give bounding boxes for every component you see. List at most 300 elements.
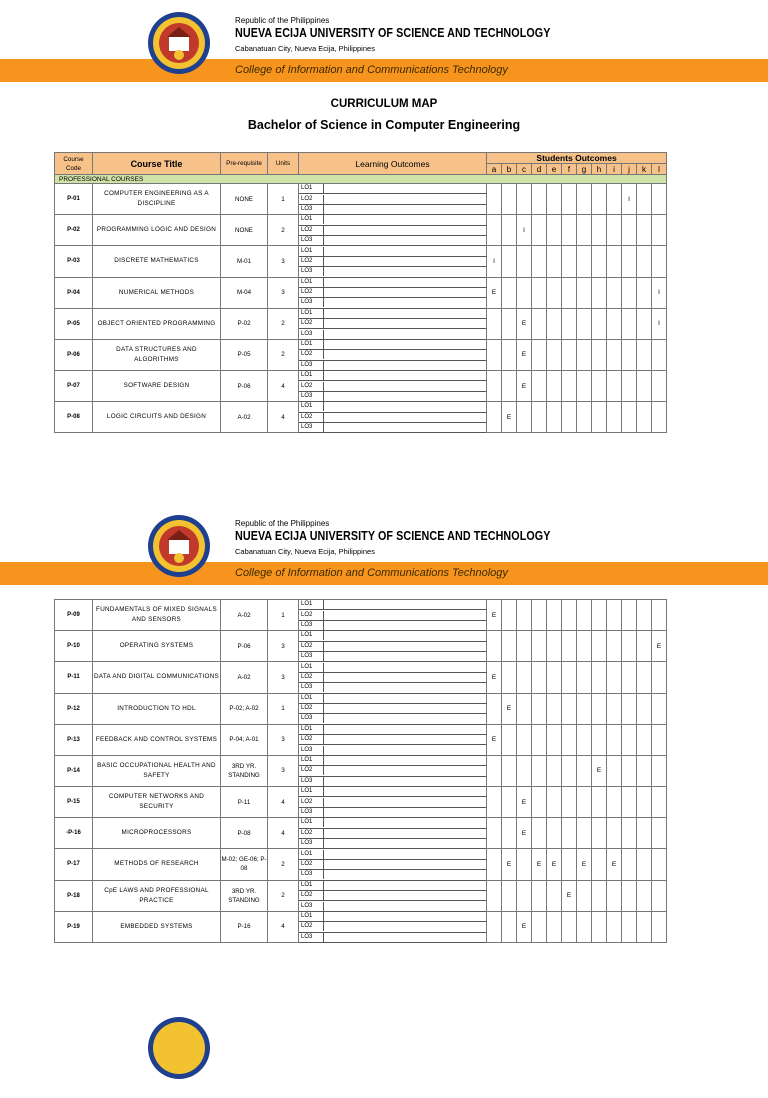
learning-outcome-cell <box>299 339 487 349</box>
so-cell-g <box>577 184 592 215</box>
course-prerequisite: A-02 <box>221 600 268 631</box>
learning-outcome-cell <box>299 672 487 682</box>
learning-outcome-cell <box>299 360 487 370</box>
university-seal-icon <box>147 11 211 75</box>
so-cell-k <box>637 402 652 433</box>
so-cell-l <box>652 662 667 693</box>
learning-outcome-label: LO1 <box>299 663 324 672</box>
learning-outcome-cell <box>299 683 487 693</box>
learning-outcome-entry <box>324 621 486 630</box>
so-cell-l <box>652 693 667 724</box>
so-cell-e <box>547 600 562 631</box>
course-title: BASIC OCCUPATIONAL HEALTH AND SAFETY <box>93 755 221 786</box>
learning-outcome-entry <box>324 850 486 859</box>
learning-outcome-label: LO3 <box>299 746 324 755</box>
learning-outcome-entry <box>324 756 486 765</box>
learning-outcome-label: LO2 <box>299 735 324 744</box>
course-prerequisite: 3RD YR. STANDING <box>221 880 268 911</box>
so-cell-i <box>607 787 622 818</box>
learning-outcome-entry <box>324 891 486 900</box>
so-cell-k <box>637 308 652 339</box>
learning-outcome-entry <box>324 371 486 380</box>
so-cell-l: I <box>652 277 667 308</box>
document-subtitle: Bachelor of Science in Computer Engineering <box>247 118 521 132</box>
learning-outcome-label: LO1 <box>299 215 324 224</box>
so-cell-l: E <box>652 631 667 662</box>
course-title: FEEDBACK AND CONTROL SYSTEMS <box>93 724 221 755</box>
learning-outcome-entry <box>324 860 486 869</box>
table-row <box>55 308 667 318</box>
learning-outcome-label: LO1 <box>299 184 324 193</box>
learning-outcome-entry <box>324 766 486 775</box>
learning-outcome-label: LO1 <box>299 912 324 921</box>
so-cell-g <box>577 724 592 755</box>
learning-outcome-entry <box>324 423 486 432</box>
so-cell-d <box>532 880 547 911</box>
course-prerequisite: NONE <box>221 184 268 215</box>
learning-outcome-entry <box>324 933 486 942</box>
so-cell-b <box>502 787 517 818</box>
table-row <box>55 184 667 194</box>
learning-outcome-cell <box>299 287 487 297</box>
course-title: LOGIC CIRCUITS AND DESIGN <box>93 402 221 433</box>
course-title: DISCRETE MATHEMATICS <box>93 246 221 277</box>
so-cell-k <box>637 662 652 693</box>
learning-outcome-label: LO1 <box>299 402 324 411</box>
table-row <box>55 818 667 828</box>
table-row <box>55 631 667 641</box>
learning-outcome-label: LO3 <box>299 777 324 786</box>
learning-outcome-entry <box>324 870 486 879</box>
course-code: P-19 <box>55 911 93 942</box>
course-units: 1 <box>268 600 299 631</box>
so-cell-f <box>562 662 577 693</box>
learning-outcome-entry <box>324 330 486 339</box>
so-cell-j <box>622 662 637 693</box>
so-cell-h <box>592 849 607 880</box>
so-cell-k <box>637 880 652 911</box>
course-units: 2 <box>268 880 299 911</box>
learning-outcome-label: LO1 <box>299 371 324 380</box>
so-cell-l <box>652 339 667 370</box>
so-cell-a <box>487 849 502 880</box>
university-seal-icon <box>147 1016 211 1080</box>
so-cell-a <box>487 184 502 215</box>
so-cell-h <box>592 631 607 662</box>
course-code: P-11 <box>55 662 93 693</box>
course-code: -P-16 <box>55 818 93 849</box>
so-cell-f <box>562 787 577 818</box>
table-row <box>55 371 667 381</box>
learning-outcome-cell <box>299 298 487 308</box>
so-cell-c <box>517 755 532 786</box>
so-cell-k <box>637 371 652 402</box>
document-title: CURRICULUM MAP <box>330 98 438 110</box>
so-cell-c <box>517 662 532 693</box>
course-units: 2 <box>268 308 299 339</box>
course-prerequisite: P-06 <box>221 631 268 662</box>
learning-outcome-cell <box>299 329 487 339</box>
so-cell-j <box>622 631 637 662</box>
so-cell-h <box>592 246 607 277</box>
learning-outcome-entry <box>324 195 486 204</box>
course-code: P-06 <box>55 339 93 370</box>
table-row <box>55 215 667 225</box>
so-cell-e <box>547 662 562 693</box>
so-cell-k <box>637 849 652 880</box>
learning-outcome-cell <box>299 797 487 807</box>
learning-outcome-cell <box>299 901 487 911</box>
so-cell-l: I <box>652 308 667 339</box>
learning-outcome-entry <box>324 611 486 620</box>
course-units: 3 <box>268 246 299 277</box>
so-cell-i <box>607 371 622 402</box>
learning-outcome-label: LO1 <box>299 756 324 765</box>
course-prerequisite: A-02 <box>221 662 268 693</box>
learning-outcome-cell <box>299 911 487 921</box>
course-prerequisite: P-11 <box>221 787 268 818</box>
learning-outcome-entry <box>324 402 486 411</box>
so-cell-l <box>652 184 667 215</box>
learning-outcome-label: LO2 <box>299 257 324 266</box>
so-letter-h: h <box>592 164 607 175</box>
learning-outcome-label: LO1 <box>299 340 324 349</box>
so-cell-a <box>487 371 502 402</box>
course-title: COMPUTER ENGINEERING AS A DISCIPLINE <box>93 184 221 215</box>
so-cell-j <box>622 246 637 277</box>
so-cell-k <box>637 818 652 849</box>
learning-outcome-entry <box>324 839 486 848</box>
learning-outcome-entry <box>324 777 486 786</box>
course-code: P-12 <box>55 693 93 724</box>
so-cell-a <box>487 787 502 818</box>
learning-outcome-entry <box>324 912 486 921</box>
learning-outcome-cell <box>299 204 487 214</box>
so-cell-e <box>547 693 562 724</box>
course-prerequisite: M-04 <box>221 277 268 308</box>
so-cell-g <box>577 339 592 370</box>
course-units: 4 <box>268 818 299 849</box>
so-cell-g <box>577 693 592 724</box>
learning-outcome-cell <box>299 787 487 797</box>
learning-outcome-entry <box>324 922 486 931</box>
course-prerequisite: P-08 <box>221 818 268 849</box>
learning-outcome-cell <box>299 932 487 942</box>
learning-outcome-entry <box>324 829 486 838</box>
learning-outcome-cell <box>299 703 487 713</box>
learning-outcome-cell <box>299 631 487 641</box>
so-cell-d <box>532 246 547 277</box>
course-title: OPERATING SYSTEMS <box>93 631 221 662</box>
course-units: 4 <box>268 911 299 942</box>
so-cell-i <box>607 402 622 433</box>
university-header <box>0 11 768 93</box>
course-prerequisite: M-01 <box>221 246 268 277</box>
so-cell-k <box>637 339 652 370</box>
learning-outcome-label: LO2 <box>299 642 324 651</box>
learning-outcome-label: LO3 <box>299 330 324 339</box>
learning-outcome-entry <box>324 247 486 256</box>
republic-label: Republic of the Philippines <box>235 16 330 25</box>
learning-outcome-entry <box>324 735 486 744</box>
so-cell-e <box>547 246 562 277</box>
university-seal-icon <box>147 514 211 578</box>
so-cell-b <box>502 880 517 911</box>
learning-outcome-label: LO2 <box>299 413 324 422</box>
so-cell-l <box>652 600 667 631</box>
so-cell-d <box>532 184 547 215</box>
so-cell-l <box>652 849 667 880</box>
so-cell-l <box>652 911 667 942</box>
so-cell-b <box>502 339 517 370</box>
learning-outcome-entry <box>324 226 486 235</box>
learning-outcome-cell <box>299 693 487 703</box>
course-title: CpE LAWS AND PROFESSIONAL PRACTICE <box>93 880 221 911</box>
university-name: NUEVA ECIJA UNIVERSITY OF SCIENCE AND TECHNOLOGY <box>235 529 551 543</box>
table-row <box>55 600 667 610</box>
course-code: P-15 <box>55 787 93 818</box>
so-cell-d <box>532 277 547 308</box>
learning-outcome-label: LO2 <box>299 766 324 775</box>
so-cell-i <box>607 911 622 942</box>
republic-label: Republic of the Philippines <box>235 519 330 528</box>
learning-outcome-label: LO2 <box>299 226 324 235</box>
so-cell-d <box>532 911 547 942</box>
learning-outcome-label: LO1 <box>299 631 324 640</box>
learning-outcome-label: LO2 <box>299 288 324 297</box>
learning-outcome-entry <box>324 278 486 287</box>
so-letter-j: j <box>622 164 637 175</box>
course-title: MICROPROCESSORS <box>93 818 221 849</box>
learning-outcome-entry <box>324 382 486 391</box>
table-row <box>55 662 667 672</box>
learning-outcome-entry <box>324 631 486 640</box>
so-cell-e <box>547 787 562 818</box>
learning-outcome-label: LO1 <box>299 309 324 318</box>
so-cell-c <box>517 693 532 724</box>
learning-outcome-label: LO1 <box>299 600 324 609</box>
learning-outcome-cell <box>299 870 487 880</box>
course-code: P-02 <box>55 215 93 246</box>
course-code: P-08 <box>55 402 93 433</box>
so-letter-b: b <box>502 164 517 175</box>
learning-outcome-label: LO3 <box>299 267 324 276</box>
so-cell-j <box>622 371 637 402</box>
so-cell-d <box>532 600 547 631</box>
learning-outcome-cell <box>299 807 487 817</box>
so-cell-h <box>592 787 607 818</box>
so-cell-a <box>487 693 502 724</box>
course-prerequisite: P-16 <box>221 911 268 942</box>
so-cell-h <box>592 818 607 849</box>
learning-outcome-entry <box>324 683 486 692</box>
so-cell-i <box>607 662 622 693</box>
so-cell-c: I <box>517 215 532 246</box>
so-letter-g: g <box>577 164 592 175</box>
learning-outcome-cell <box>299 818 487 828</box>
so-cell-b <box>502 724 517 755</box>
learning-outcome-cell <box>299 277 487 287</box>
so-cell-k <box>637 755 652 786</box>
so-cell-k <box>637 600 652 631</box>
so-cell-h <box>592 277 607 308</box>
learning-outcome-entry <box>324 309 486 318</box>
table-row <box>55 693 667 703</box>
so-cell-j <box>622 724 637 755</box>
learning-outcome-entry <box>324 714 486 723</box>
learning-outcome-label: LO1 <box>299 247 324 256</box>
so-cell-f <box>562 277 577 308</box>
course-code: P-18 <box>55 880 93 911</box>
so-cell-a <box>487 911 502 942</box>
learning-outcome-cell <box>299 256 487 266</box>
so-cell-j <box>622 693 637 724</box>
learning-outcome-cell <box>299 308 487 318</box>
so-cell-h <box>592 371 607 402</box>
so-cell-k <box>637 631 652 662</box>
course-code: P-14 <box>55 755 93 786</box>
so-cell-h <box>592 184 607 215</box>
so-cell-j <box>622 600 637 631</box>
learning-outcome-entry <box>324 319 486 328</box>
course-code: P-03 <box>55 246 93 277</box>
so-cell-a <box>487 339 502 370</box>
so-cell-g <box>577 277 592 308</box>
learning-outcome-label: LO2 <box>299 673 324 682</box>
so-cell-d <box>532 787 547 818</box>
course-title: EMBEDDED SYSTEMS <box>93 911 221 942</box>
so-cell-h <box>592 880 607 911</box>
course-code: P-10 <box>55 631 93 662</box>
course-title: OBJECT ORIENTED PROGRAMMING <box>93 308 221 339</box>
learning-outcome-label: LO3 <box>299 933 324 942</box>
course-prerequisite: P-05 <box>221 339 268 370</box>
learning-outcome-cell <box>299 922 487 932</box>
so-cell-b <box>502 277 517 308</box>
so-cell-h <box>592 339 607 370</box>
learning-outcomes-header: Learning Outcomes <box>299 153 487 175</box>
learning-outcome-cell <box>299 838 487 848</box>
so-cell-k <box>637 184 652 215</box>
learning-outcome-entry <box>324 673 486 682</box>
learning-outcome-cell <box>299 651 487 661</box>
course-units: 3 <box>268 724 299 755</box>
so-cell-f <box>562 184 577 215</box>
so-cell-c: E <box>517 787 532 818</box>
so-cell-g <box>577 787 592 818</box>
so-cell-b <box>502 600 517 631</box>
learning-outcome-cell <box>299 735 487 745</box>
course-units: 3 <box>268 755 299 786</box>
university-address: Cabanatuan City, Nueva Ecija, Philippines <box>235 547 375 556</box>
so-cell-l <box>652 787 667 818</box>
so-cell-k <box>637 724 652 755</box>
learning-outcome-cell <box>299 766 487 776</box>
learning-outcome-cell <box>299 890 487 900</box>
so-cell-f <box>562 246 577 277</box>
learning-outcome-entry <box>324 288 486 297</box>
so-cell-a <box>487 215 502 246</box>
so-cell-i <box>607 818 622 849</box>
course-title: COMPUTER NETWORKS AND SECURITY <box>93 787 221 818</box>
learning-outcome-label: LO2 <box>299 382 324 391</box>
so-cell-h <box>592 911 607 942</box>
so-cell-c: E <box>517 818 532 849</box>
course-units: 3 <box>268 631 299 662</box>
so-cell-c <box>517 600 532 631</box>
learning-outcome-entry <box>324 808 486 817</box>
learning-outcome-cell <box>299 610 487 620</box>
so-cell-a: E <box>487 277 502 308</box>
learning-outcome-label: LO2 <box>299 891 324 900</box>
learning-outcome-label: LO3 <box>299 298 324 307</box>
course-title: METHODS OF RESEARCH <box>93 849 221 880</box>
so-cell-e <box>547 755 562 786</box>
so-cell-c <box>517 880 532 911</box>
so-cell-e <box>547 184 562 215</box>
so-cell-j <box>622 277 637 308</box>
learning-outcome-label: LO3 <box>299 652 324 661</box>
learning-outcome-cell <box>299 724 487 734</box>
so-cell-g: E <box>577 849 592 880</box>
so-cell-f <box>562 600 577 631</box>
so-cell-h <box>592 600 607 631</box>
learning-outcome-label: LO3 <box>299 808 324 817</box>
so-cell-k <box>637 787 652 818</box>
so-letter-i: i <box>607 164 622 175</box>
so-cell-e <box>547 911 562 942</box>
learning-outcome-label: LO1 <box>299 725 324 734</box>
learning-outcome-cell <box>299 371 487 381</box>
university-header-3 <box>0 1016 768 1098</box>
so-cell-b <box>502 215 517 246</box>
so-cell-i <box>607 184 622 215</box>
so-cell-l <box>652 371 667 402</box>
college-name: College of Information and Communications Technology <box>235 64 508 76</box>
learning-outcome-cell <box>299 319 487 329</box>
so-cell-g <box>577 308 592 339</box>
so-cell-c <box>517 184 532 215</box>
so-cell-f <box>562 631 577 662</box>
learning-outcome-entry <box>324 267 486 276</box>
learning-outcome-cell <box>299 620 487 630</box>
so-cell-g <box>577 600 592 631</box>
learning-outcome-label: LO3 <box>299 621 324 630</box>
learning-outcome-entry <box>324 902 486 911</box>
so-letter-c: c <box>517 164 532 175</box>
so-cell-g <box>577 246 592 277</box>
so-cell-k <box>637 246 652 277</box>
learning-outcome-entry <box>324 600 486 609</box>
so-cell-j <box>622 755 637 786</box>
learning-outcome-label: LO1 <box>299 850 324 859</box>
so-cell-j <box>622 880 637 911</box>
learning-outcome-entry <box>324 787 486 796</box>
so-cell-i <box>607 308 622 339</box>
so-cell-g <box>577 402 592 433</box>
so-cell-i <box>607 246 622 277</box>
units-header: Units <box>268 153 299 175</box>
learning-outcome-cell <box>299 662 487 672</box>
so-cell-e: E <box>547 849 562 880</box>
so-cell-d <box>532 215 547 246</box>
learning-outcome-label: LO1 <box>299 881 324 890</box>
students-outcomes-header: Students Outcomes <box>487 153 667 164</box>
so-cell-a <box>487 308 502 339</box>
learning-outcome-cell <box>299 859 487 869</box>
so-cell-b <box>502 184 517 215</box>
so-cell-c <box>517 849 532 880</box>
